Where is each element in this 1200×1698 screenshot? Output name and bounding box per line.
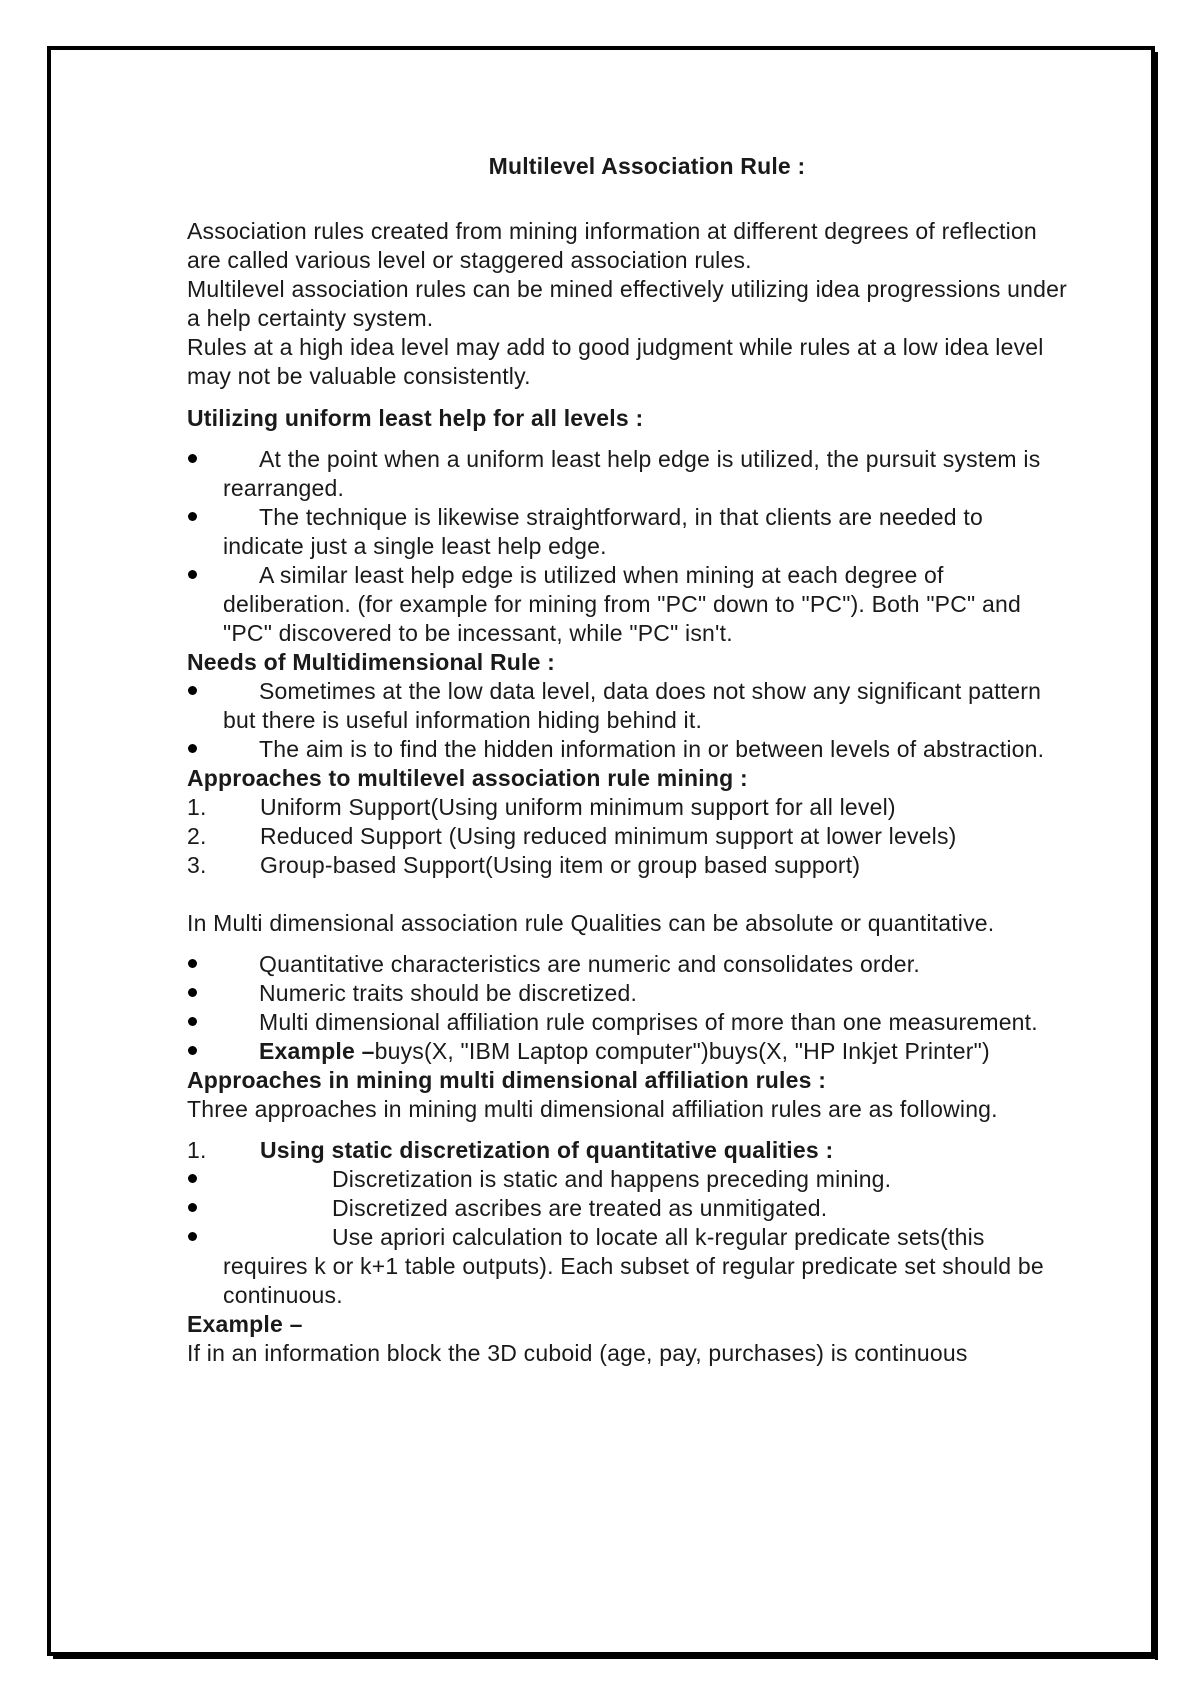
- list-item: 2. Reduced Support (Using reduced minimum support at lower levels): [187, 823, 957, 849]
- list-item: Multi dimensional affiliation rule comprises of more than one measurement.: [187, 1008, 1067, 1037]
- section-heading-multidim-approaches: Approaches in mining multi dimensional affiliation rules :: [187, 1067, 827, 1093]
- section-heading-uniform-support: Utilizing uniform least help for all levels :: [187, 405, 644, 431]
- approaches-paragraph: Three approaches in mining multi dimensional affiliation rules are as following.: [187, 1096, 998, 1122]
- list-item: Quantitative characteristics are numeric and consolidates order.: [187, 950, 1067, 979]
- bullet-list: [187, 1165, 1067, 1310]
- subsection-heading: Using static discretization of quantitative qualities :: [260, 1137, 834, 1163]
- bullet-icon: [188, 1174, 197, 1183]
- bullet-icon: [188, 959, 197, 968]
- intro-paragraph-2: Multilevel association rules can be mined effectively utilizing idea progressions under a help certainty system.: [187, 276, 1067, 331]
- page-shadow-bottom: [53, 1656, 1158, 1659]
- list-item: Sometimes at the low data level, data does not show any significant pattern but there is useful information hiding behind it.: [187, 677, 1067, 735]
- list-item: [187, 1037, 1067, 1066]
- bullet-list: [187, 677, 1067, 764]
- numbered-list: [187, 1136, 1067, 1165]
- numbered-list: [187, 793, 1067, 880]
- page-shadow-right: [1155, 52, 1158, 1660]
- list-item: Use apriori calculation to locate all k-regular predicate sets(this requires k or k+1 table outputs). Each subset of regular predicate set should be continuous.: [187, 1223, 1067, 1310]
- section-heading-approaches: Approaches to multilevel association rule mining :: [187, 765, 748, 791]
- bullet-list: [187, 445, 1067, 648]
- example-heading: Example –: [187, 1311, 303, 1337]
- list-item: Discretized ascribes are treated as unmitigated.: [187, 1194, 1067, 1223]
- list-item: A similar least help edge is utilized when mining at each degree of deliberation. (for example for mining from "PC" down to "PC"). Both "PC" and "PC" discovered to be incessant, while "PC" isn't.: [187, 561, 1067, 648]
- bullet-icon: [188, 1046, 197, 1055]
- intro-paragraph-1: Association rules created from mining information at different degrees of reflection are called various level or staggered association rules.: [187, 218, 1037, 273]
- list-item: The aim is to find the hidden information in or between levels of abstraction.: [187, 735, 1067, 764]
- list-item: 3. Group-based Support(Using item or group based support): [187, 852, 861, 878]
- document-title: Multilevel Association Rule :: [488, 153, 806, 179]
- list-item: 1. Using static discretization of quantitative qualities :: [187, 1137, 834, 1163]
- bullet-icon: [188, 570, 197, 579]
- bullet-icon: [188, 454, 197, 463]
- bullet-icon: [188, 744, 197, 753]
- section-heading-needs: Needs of Multidimensional Rule :: [187, 649, 556, 675]
- bullet-icon: [188, 686, 197, 695]
- list-item: Discretization is static and happens preceding mining.: [187, 1165, 1067, 1194]
- bullet-icon: [188, 1232, 197, 1241]
- bullet-icon: [188, 1017, 197, 1026]
- document-body: [187, 152, 1067, 1368]
- intro-paragraph-3: Rules at a high idea level may add to good judgment while rules at a low idea level may not be valuable consistently.: [187, 334, 1044, 389]
- list-item: Numeric traits should be discretized.: [187, 979, 1067, 1008]
- bullet-icon: [188, 512, 197, 521]
- list-item: At the point when a uniform least help edge is utilized, the pursuit system is rearranged.: [187, 445, 1067, 503]
- example-label: Example –: [259, 1038, 375, 1064]
- bullet-list: [187, 950, 1067, 1066]
- list-item: 1. Uniform Support(Using uniform minimum support for all level): [187, 794, 896, 820]
- multidimensional-paragraph: In Multi dimensional association rule Qualities can be absolute or quantitative.: [187, 910, 995, 936]
- list-item: The technique is likewise straightforward, in that clients are needed to indicate just a single least help edge.: [187, 503, 1067, 561]
- example-text: buys(X, "IBM Laptop computer")buys(X, "HP Inkjet Printer"): [374, 1038, 990, 1064]
- bullet-icon: [188, 1203, 197, 1212]
- example-paragraph: If in an information block the 3D cuboid (age, pay, purchases) is continuous: [187, 1340, 968, 1366]
- bullet-icon: [188, 988, 197, 997]
